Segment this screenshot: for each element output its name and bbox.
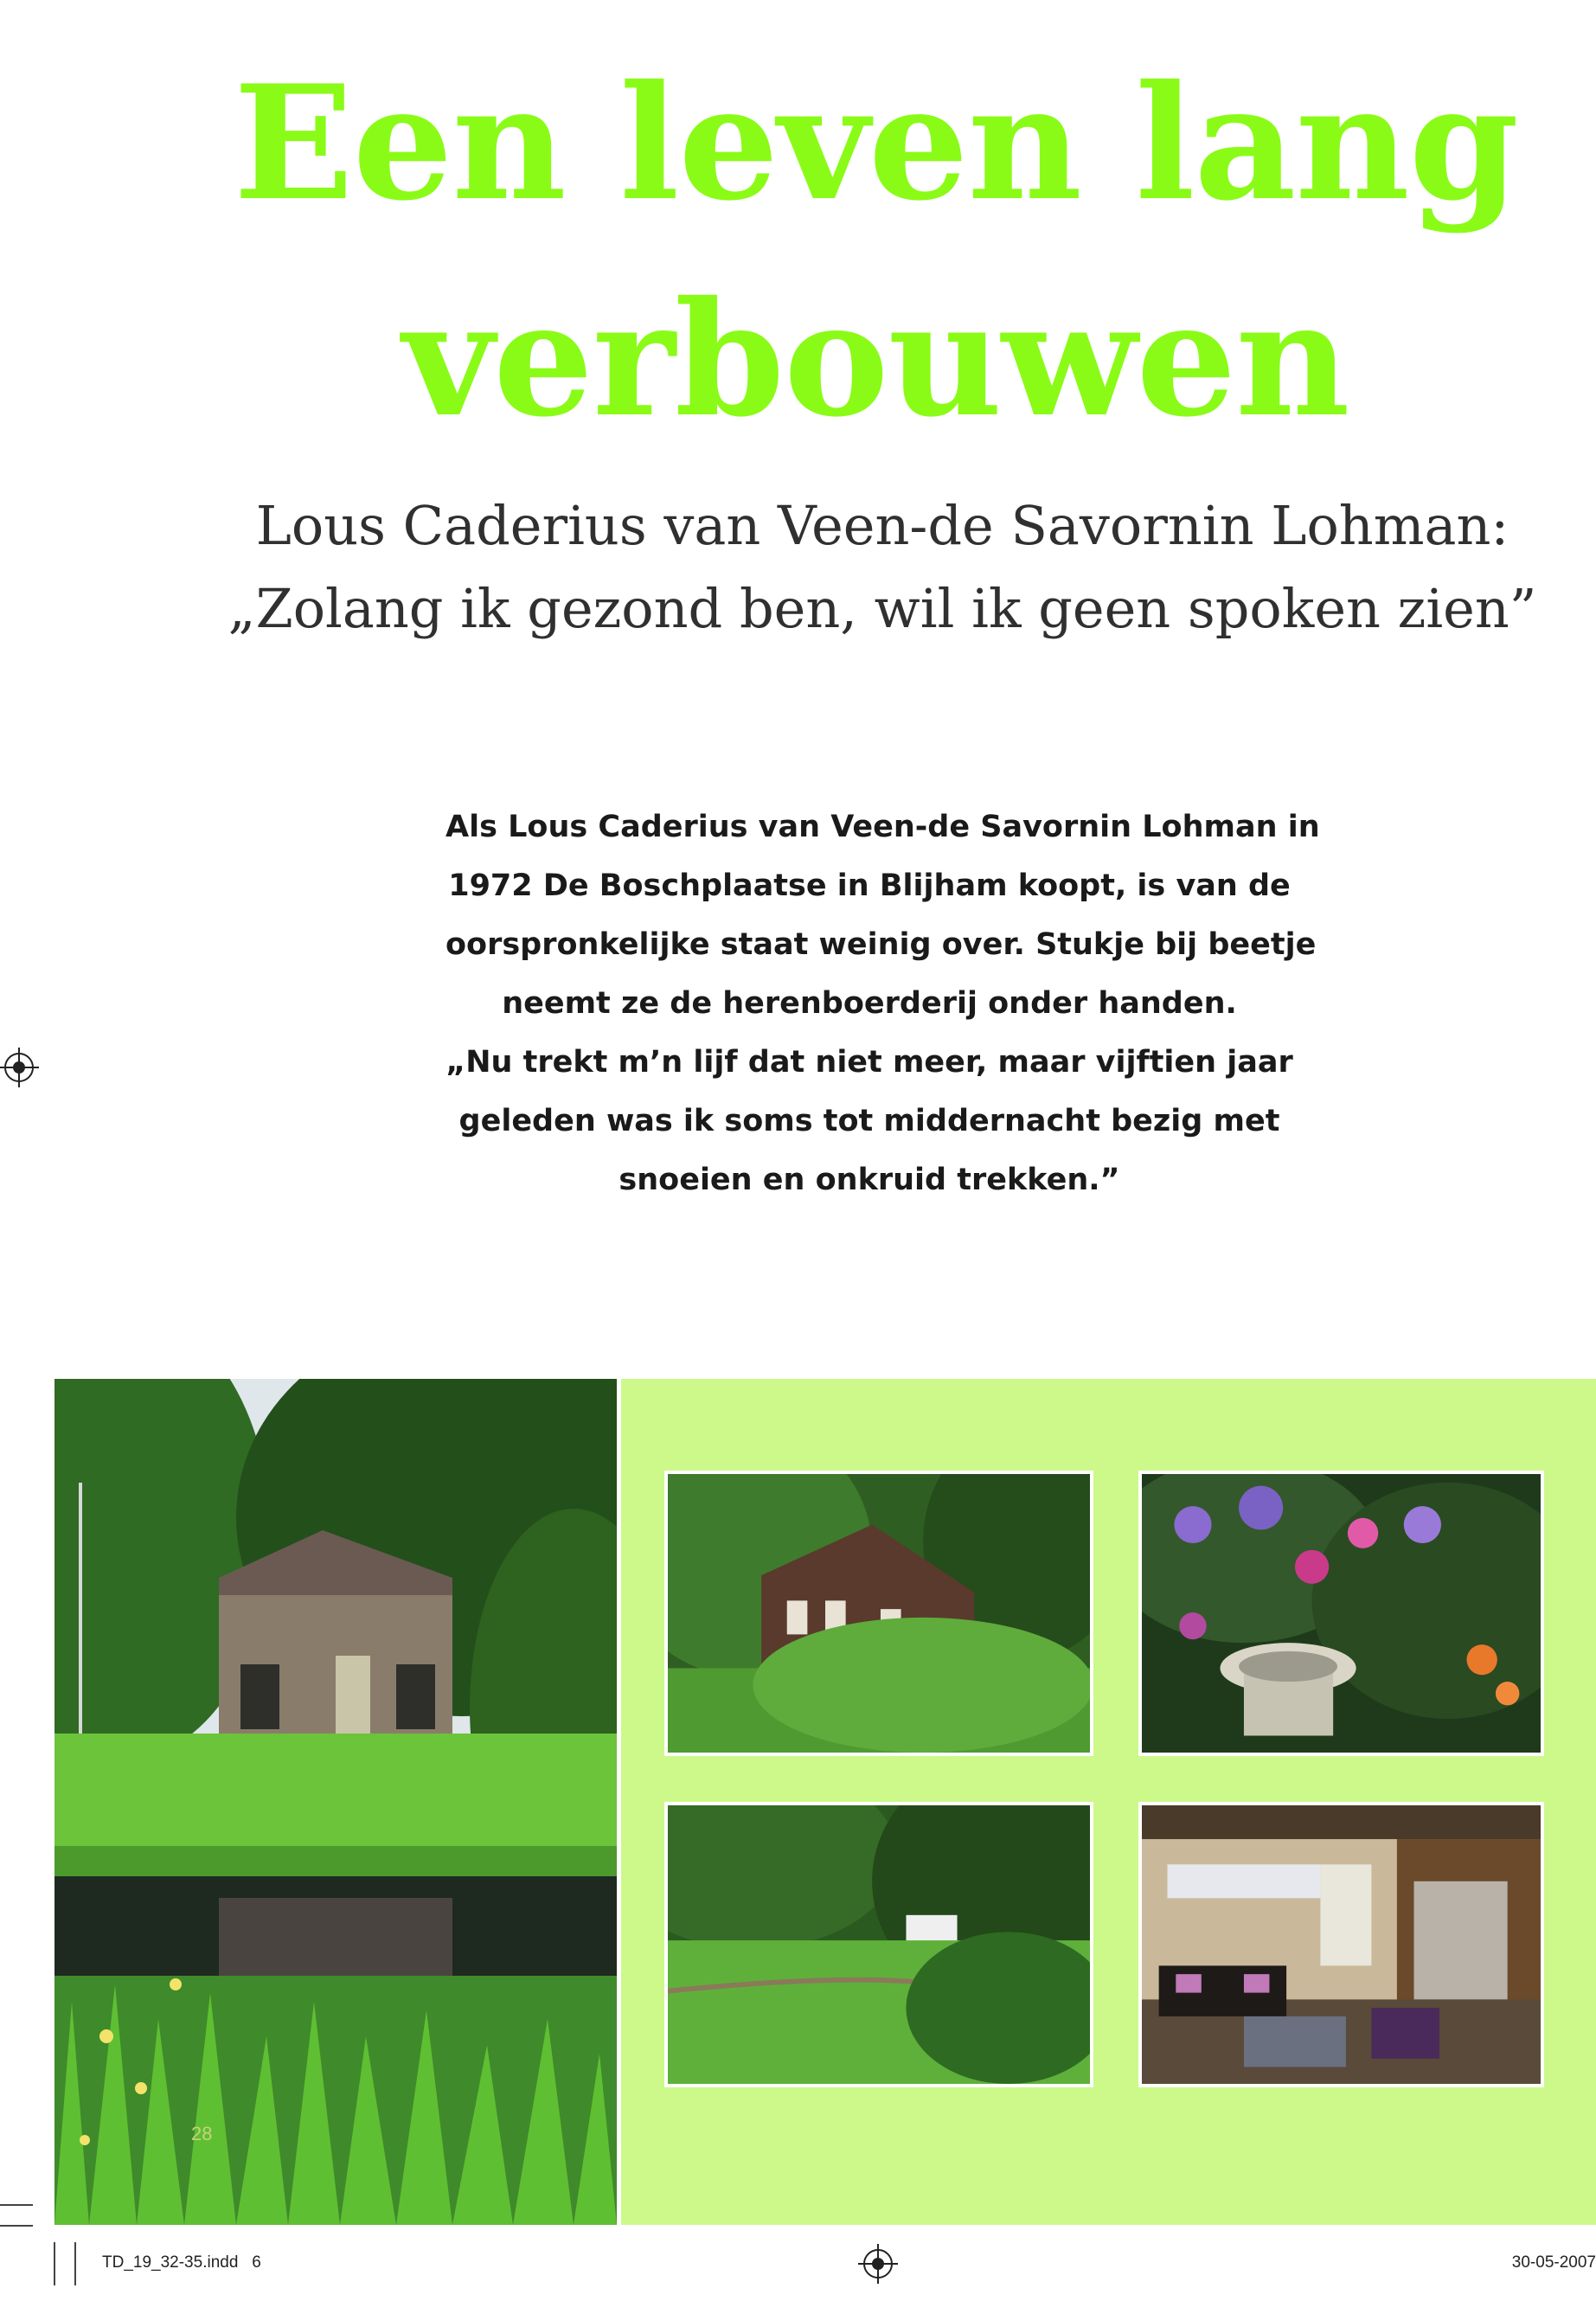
intro-line: 1972 De Boschplaatse in Blijham koopt, is van de: [448, 868, 1291, 903]
footer-filename: TD_19_32-35.indd 6: [102, 2253, 261, 2272]
registration-mark-icon: [4, 1053, 34, 1082]
flowers-urn-photo: [1138, 1471, 1544, 1756]
intro-line: neemt ze de herenboerderij onder handen.: [502, 986, 1237, 1021]
title-line-1: Een leven lang: [233, 50, 1518, 235]
footer-date: 30-05-2007: [1511, 2253, 1596, 2272]
house-garden-photo: [664, 1471, 1093, 1756]
article-title: [0, 35, 1596, 467]
intro-line: Als Lous Caderius van Veen-de Savornin Lohman in: [445, 810, 1320, 844]
subtitle-line-2: „Zolang ik gezond ben, wil ik geen spoken zien”: [228, 577, 1537, 640]
intro-line: geleden was ik soms tot middernacht bezig met: [458, 1104, 1280, 1138]
page-number: 28: [191, 2123, 213, 2144]
interior-room-photo: [1138, 1802, 1544, 2087]
crop-line: [0, 2225, 33, 2227]
article-subtitle: [173, 484, 1592, 651]
subtitle-line-1: Lous Caderius van Veen-de Savornin Lohman:: [255, 494, 1509, 557]
manor-house-pond-photo: [54, 1379, 617, 2225]
lawn-caravan-photo: [664, 1802, 1093, 2087]
intro-paragraph: [445, 798, 1320, 1209]
crop-line: [0, 2204, 33, 2206]
intro-line: „Nu trekt m’n lijf dat niet meer, maar vijftien jaar: [445, 1045, 1293, 1080]
crop-line: [74, 2242, 76, 2285]
registration-mark-icon: [863, 2249, 893, 2279]
intro-line: snoeien en onkruid trekken.”: [619, 1163, 1120, 1197]
crop-line: [54, 2242, 55, 2285]
intro-line: oorspronkelijke staat weinig over. Stukje bij beetje: [445, 927, 1317, 962]
title-line-2: verbouwen: [402, 266, 1349, 452]
